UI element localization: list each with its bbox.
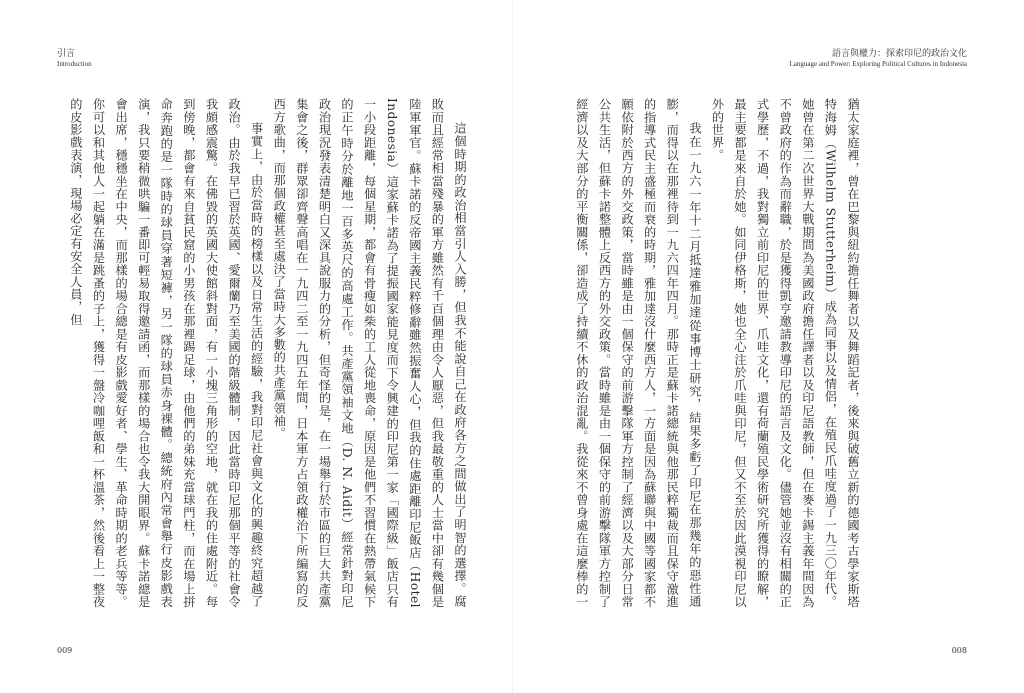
right-paragraph-2: 我在一九六一年十二月抵達雅加達從事博士研究，結果多虧了印尼在那幾年的惡性通膨，而得以在那裡待到一九六四年四月。那時正是蘇卡諾總統與他那民粹獨裁而且保守激進的指導式民主盛極而衰的時期，雅加達沒什麼西方人，一方面是因為蘇聯與中國等國家都不願依附於西方的外交政策，當時雖是由一個保守的前游擊隊軍方控制了經濟以及大部分日常公共生活，但蘇卡諾整體上反西方的外交政策。當時雖是由一個保守的前游擊隊軍方控制了經濟以及大部分的平衡關係，卻造成了持續不休的政治混亂。我從來不曾身處在這麼棒的一 (574, 98, 702, 608)
left-page-number: 009 (57, 646, 73, 655)
left-paragraph-1: 這個時期的政治相當引人入勝，但我不能說自己在政府各方之間做出了明智的選擇。腐敗而且經常相當殘暴的軍方雖然有千百個理由令人厭惡，但我最敬重的人士當中卻有幾個是陸軍軍官。蘇卡諾的反帝國主義民粹修辭雖然振奮人心，但我的住處距離印尼飯店（Hotel Indonesia）這家蘇卡諾為了提振國家能見度而下令興建的印尼第一家「國際級」飯店只有一小段距離，每個星期，都會有骨瘦如柴的工人從地喪命，原因是他們不習慣在熱帶氣候下的正午時分於離地一百多英尺的高處工作。共產黨領袖文地（D. N. Aidit）經常針對印尼政治現況發表清楚明白又深具說服力的分析，但奇怪的是，在一場舉行於市區的巨大共產黨集會之後，群眾卻齊聲高唱在一九四二至一九四五年間，日本軍方占領政權治下所編寫的反西方歌曲，而那個政權甚至處決了當時大多數的共產黨領袖。 (272, 98, 467, 608)
left-running-header-zh: 引言 (57, 49, 76, 59)
right-running-header-en: Language and Power: Exploring Political Cultures in Indonesia (789, 60, 967, 68)
left-page-body (46, 98, 471, 608)
left-paragraph-2: 事實上，由於當時的榜樣以及日常生活的經驗，我對印尼社會與文化的興趣終究超越了政治。由於我早已習於英國、愛爾蘭乃至美國的階級體制，因此當時印尼那個平等的社會令我頗感震驚。在佛毀的英國大使館斜對面，有一小塊三角形的空地，就在我的住處附近。每到傍晚，都會有來自貧民窟的小男孩在那裡踢足球，由他們的弟妹充當球門柱，而在場上拼命奔跑的是一隊時的球員穿著短褲，另一隊的球員赤身裸體。總統府內常會舉行皮影戲表演，我只要稍微哄騙一番即可輕易取得邀請函，而那樣的場合也令我大開眼界。蘇卡諾總是會出席，穩穩坐在中央，而那樣的場合總是有皮影戲愛好者、學生、革命時期的老兵等等。你可以和其他人一起躺在滿是跳蚤的子上，獲得一盤冷咖哩飯和一杯溫茶，然後看上一整夜的皮影戲表演，現場必定有安全人員，但 (68, 98, 264, 608)
right-running-header-zh: 語言與權力：探索印尼的政治文化 (831, 49, 967, 59)
right-page-body (574, 98, 864, 608)
left-running-header-en: Introduction (57, 60, 92, 68)
gutter-divider (512, 0, 513, 693)
right-page-number: 008 (951, 646, 967, 655)
right-paragraph-1: 猶太家庭裡，曾在巴黎與紐約擔任舞者以及舞蹈記者，後來與破舊立新的德國考古學家斯塔特海姆（Wilhelm Stutterheim）成為同事以及情侶，在殖民爪哇度過了一九三〇年代。她曾在第二次世界大戰期間為美國政府擔任譯者以及印尼語教師，但在麥卡錫主義年間因為不曾政府的作為而辭職，於是獲得凱亨邀請教導印尼的語言及文化。儘管她並沒有相關的正式學歷，不過，我對獨立前印尼的世界、爪哇文化，還有荷蘭殖民學術研究所獲得的瞭解，最主要都是來自於她。如同伊格斯，她也全心注於爪哇與印尼，但又不至於因此漠視印尼以外的世界。 (710, 98, 860, 608)
